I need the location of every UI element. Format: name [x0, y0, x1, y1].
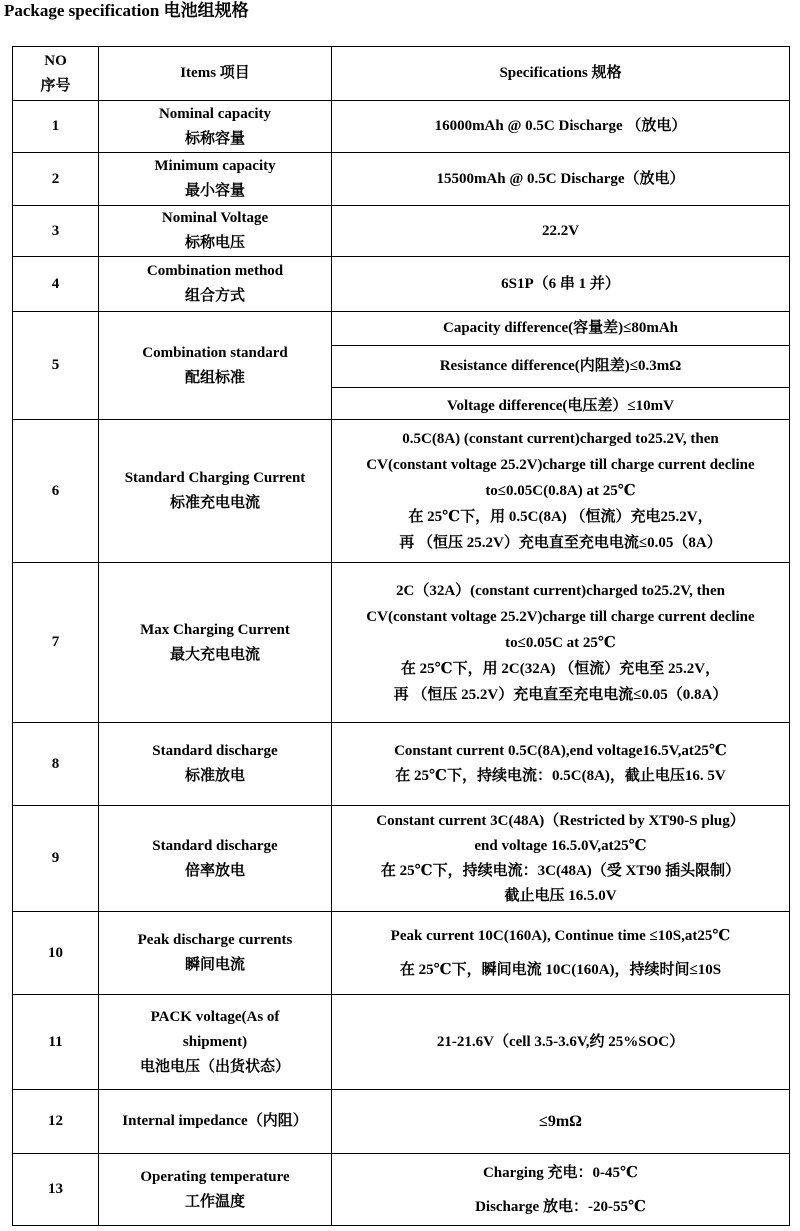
spec-line: 再 （恒压 25.2V）充电直至充电电流≤0.05（8A）	[399, 535, 722, 551]
spec-line: CV(constant voltage 25.2V)charge till charge current decline	[366, 608, 755, 625]
item-line: Peak discharge currents	[137, 932, 293, 948]
row-item	[99, 420, 332, 563]
row-spec	[332, 101, 790, 153]
sub-spec: Resistance difference(内阻差)≤0.3mΩ	[332, 346, 789, 388]
row-spec	[332, 1090, 790, 1154]
row-spec	[332, 420, 790, 563]
table-row	[13, 206, 790, 257]
table-row	[13, 312, 790, 420]
item-line: Standard Charging Current	[124, 470, 306, 486]
header-no	[13, 47, 99, 101]
table-row	[13, 1090, 790, 1154]
item-line: Operating temperature	[140, 1168, 290, 1185]
header-no-en: NO	[44, 52, 67, 69]
spec-line: to≤0.05C(0.8A) at 25℃	[485, 483, 636, 499]
spec-line: Discharge 放电：-20-55℃	[475, 1198, 646, 1215]
row-spec	[332, 563, 790, 723]
item-line: Max Charging Current	[140, 621, 290, 638]
spec-line: Peak current 10C(160A), Continue time ≤10S,at25℃	[390, 928, 731, 944]
row-item	[99, 1090, 332, 1154]
item-line: shipment)	[182, 1033, 248, 1050]
table-row	[13, 101, 790, 153]
item-line: 电池电压（出货状态）	[139, 1058, 290, 1075]
spec-line: 在 25℃下，瞬间电流 10C(160A)，持续时间≤10S	[399, 962, 722, 978]
spec-line: 15500mAh @ 0.5C Discharge（放电）	[436, 170, 685, 187]
spec-line: CV(constant voltage 25.2V)charge till charge current decline	[366, 457, 755, 473]
spec-line: Charging 充电：0-45℃	[482, 1164, 639, 1181]
item-line: 标准充电电流	[169, 495, 260, 511]
item-line: 最小容量	[184, 183, 245, 199]
row-no: 8	[13, 723, 99, 806]
row-spec	[332, 257, 790, 312]
row-spec	[332, 995, 790, 1090]
item-line: Minimum capacity	[154, 158, 276, 174]
item-line: 标准放电	[184, 768, 245, 784]
row-item	[99, 806, 332, 912]
spec-table	[12, 46, 790, 1226]
item-line: Standard discharge	[152, 743, 278, 759]
row-spec	[332, 206, 790, 257]
row-spec	[332, 912, 790, 995]
spec-line: 16000mAh @ 0.5C Discharge （放电）	[434, 118, 687, 134]
row-item	[99, 1154, 332, 1226]
spec-line: Constant current 0.5C(8A),end voltage16.5V,at25℃	[394, 743, 727, 759]
table-row	[13, 563, 790, 723]
item-line: 最大充电电流	[169, 646, 260, 663]
spec-line: 在 25℃下，用 0.5C(8A) （恒流）充电25.2V，	[408, 509, 713, 525]
row-no: 12	[13, 1090, 99, 1154]
spec-line: 再 （恒压 25.2V）充电直至充电电流≤0.05（0.8A）	[393, 686, 728, 703]
row-spec	[332, 806, 790, 912]
row-item	[99, 257, 332, 312]
item-line: 倍率放电	[184, 862, 245, 879]
row-spec	[332, 312, 790, 420]
row-no: 4	[13, 257, 99, 312]
row-no: 7	[13, 563, 99, 723]
item-line: PACK voltage(As of	[150, 1008, 280, 1025]
spec-line: 在 25℃下，持续电流：3C(48A)（受 XT90 插头限制）	[380, 862, 741, 879]
row-spec	[332, 153, 790, 206]
item-line: Nominal capacity	[158, 105, 272, 122]
item-line: 标称容量	[184, 130, 245, 147]
row-no: 5	[13, 312, 99, 420]
table-row	[13, 1154, 790, 1226]
row-no: 3	[13, 206, 99, 257]
row-no: 11	[13, 995, 99, 1090]
item-line: 配组标准	[184, 369, 245, 386]
page-title: Package specification 电池组规格	[4, 1, 249, 20]
row-item	[99, 723, 332, 806]
row-item	[99, 101, 332, 153]
row-item	[99, 312, 332, 420]
table-row	[13, 723, 790, 806]
spec-line: 在 25℃下，持续电流：0.5C(8A)，截止电压16. 5V	[395, 768, 726, 784]
row-no: 9	[13, 806, 99, 912]
spec-line: Constant current 3C(48A)（Restricted by XT90-S plug）	[376, 812, 745, 829]
row-no: 13	[13, 1154, 99, 1226]
item-line: Standard discharge	[152, 837, 278, 854]
item-line: 瞬间电流	[184, 957, 245, 973]
spec-line: ≤9mΩ	[539, 1113, 582, 1130]
row-item	[99, 995, 332, 1090]
spec-line: 截止电压 16.5.0V	[504, 887, 617, 904]
item-line: 工作温度	[184, 1193, 245, 1210]
row-item	[99, 206, 332, 257]
row-item	[99, 153, 332, 206]
item-line: Nominal Voltage	[161, 210, 269, 226]
spec-line: 2C（32A）(constant current)charged to25.2V, then	[395, 582, 725, 599]
spec-line: to≤0.05C at 25℃	[505, 634, 616, 651]
header-items: Items 项目	[99, 47, 332, 101]
row-item	[99, 912, 332, 995]
sub-spec: Capacity difference(容量差)≤80mAh	[332, 312, 789, 346]
item-line: 组合方式	[184, 288, 245, 304]
table-row	[13, 995, 790, 1090]
row-no: 1	[13, 101, 99, 153]
sub-spec: Voltage difference(电压差）≤10mV	[447, 398, 674, 414]
table-row	[13, 153, 790, 206]
row-spec	[332, 1154, 790, 1226]
row-spec	[332, 723, 790, 806]
spec-line: 6S1P（6 串 1 并）	[501, 275, 620, 292]
table-row	[13, 806, 790, 912]
table-row	[13, 257, 790, 312]
table-header-row	[13, 47, 790, 101]
header-no-cn: 序号	[40, 77, 71, 94]
row-no: 2	[13, 153, 99, 206]
item-line: Internal impedance（内阻）	[122, 1113, 308, 1129]
spec-line: 在 25℃下，用 2C(32A) （恒流）充电至 25.2V，	[400, 660, 721, 677]
row-no: 6	[13, 420, 99, 563]
spec-line: 21-21.6V（cell 3.5-3.6V,约 25%SOC）	[436, 1033, 685, 1050]
row-no: 10	[13, 912, 99, 995]
spec-line: 22.2V	[541, 222, 580, 239]
table-row	[13, 420, 790, 563]
spec-line: end voltage 16.5.0V,at25℃	[474, 837, 647, 854]
item-line: Combination standard	[142, 344, 288, 361]
item-line: Combination method	[146, 263, 284, 279]
header-specs: Specifications 规格	[332, 47, 790, 101]
table-row	[13, 912, 790, 995]
item-line: 标称电压	[184, 235, 245, 251]
spec-line: 0.5C(8A) (constant current)charged to25.2V, then	[402, 431, 719, 447]
row-item	[99, 563, 332, 723]
